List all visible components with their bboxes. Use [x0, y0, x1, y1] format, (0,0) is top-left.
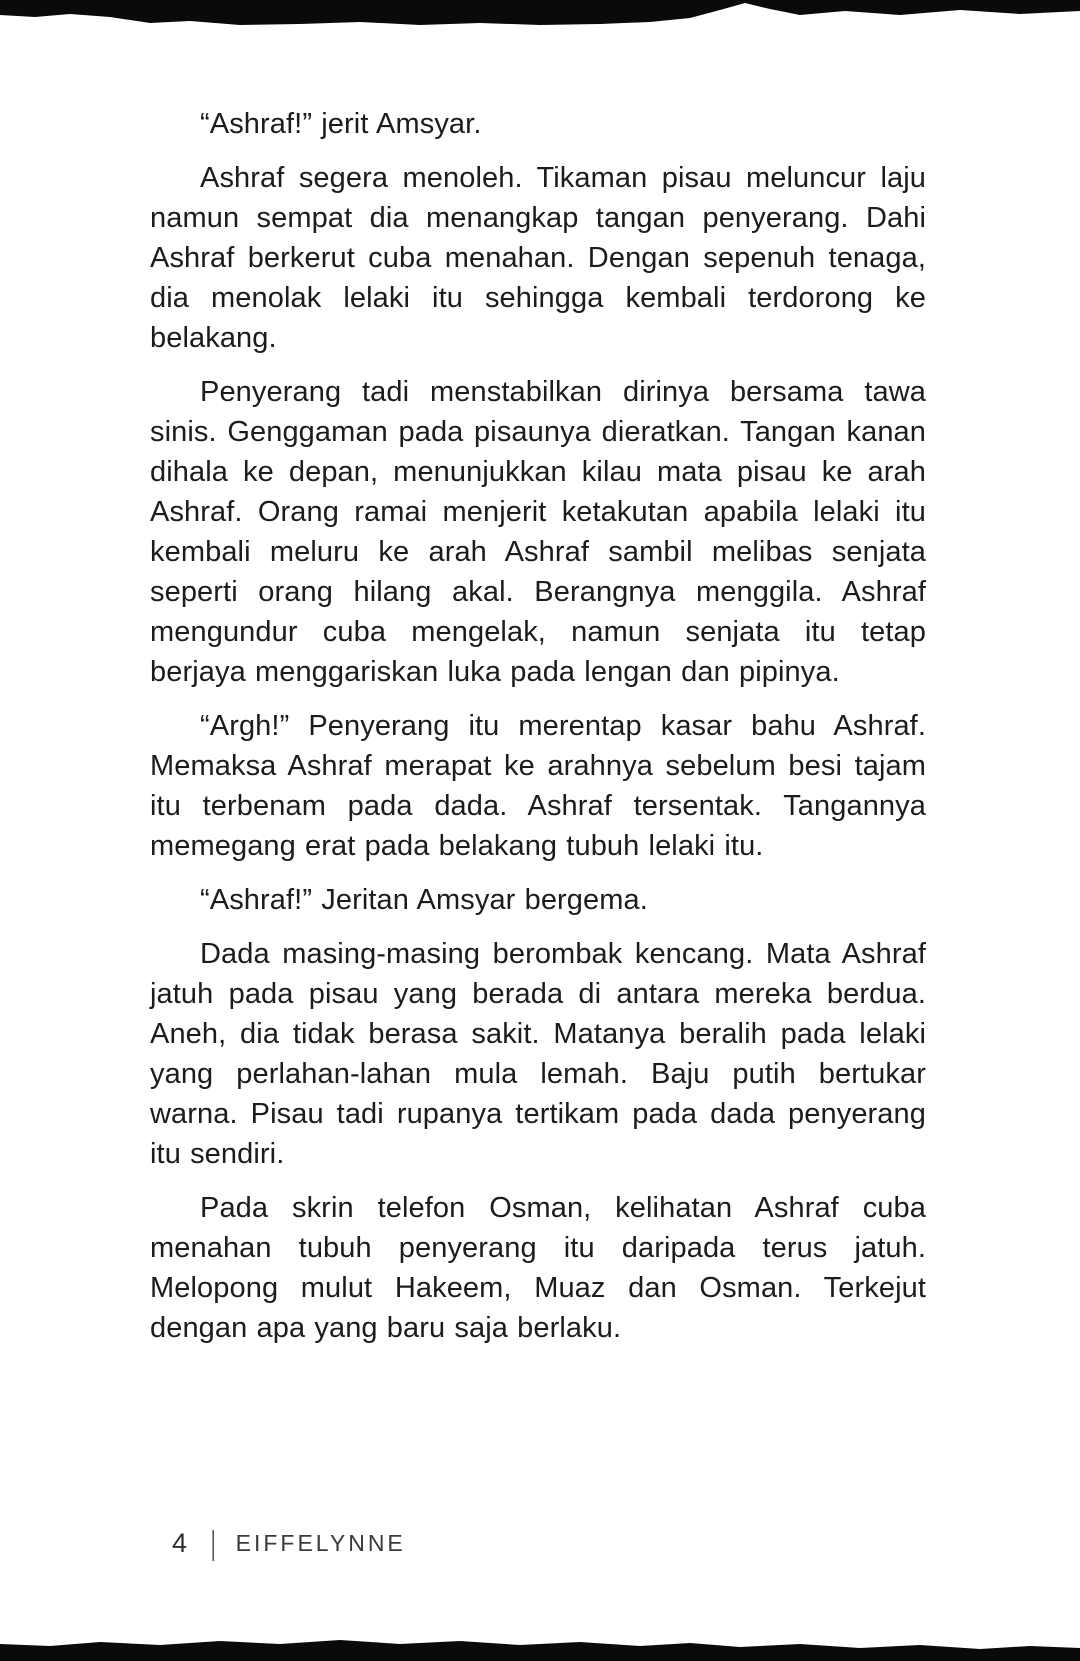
scan-edge-bottom-shape: [0, 1640, 1080, 1661]
book-title: EIFFELYNNE: [235, 1529, 406, 1556]
paragraph-5: “Ashraf!” Jeritan Amsyar bergema.: [200, 884, 648, 916]
page-footer: [172, 1524, 406, 1562]
paragraph-4: “Argh!” Penyerang itu merentap kasar bahu Ashraf. Memaksa Ashraf merapat ke arahnya sebelum besi tajam itu terbenam pada dada. Ashraf tersentak. Tangannya memegang erat pada belakang tubuh lelaki itu.: [150, 710, 926, 862]
footer-divider: |: [210, 1524, 216, 1561]
paragraph-6: Dada masing-masing berombak kencang. Mata Ashraf jatuh pada pisau yang berada di antara mereka berdua. Aneh, dia tidak berasa sakit. Matanya beralih pada lelaki yang perlahan-lahan mula lemah. Baju putih bertukar warna. Pisau tadi rupanya tertikam pada dada penyerang itu sendiri.: [150, 938, 926, 1170]
paragraph-7: Pada skrin telefon Osman, kelihatan Ashraf cuba menahan tubuh penyerang itu daripada terus jatuh. Melopong mulut Hakeem, Muaz dan Osman. Terkejut dengan apa yang baru saja berlaku.: [150, 1192, 926, 1344]
paragraph-1: “Ashraf!” jerit Amsyar.: [200, 108, 482, 140]
page-number: 4: [172, 1527, 188, 1558]
scan-edge-top: [0, 0, 1080, 30]
body-text: [150, 104, 926, 1362]
paragraph-3: Penyerang tadi menstabilkan dirinya bersama tawa sinis. Genggaman pada pisaunya dieratkan. Tangan kanan dihala ke depan, menunjukkan kilau mata pisau ke arah Ashraf. Orang ramai menjerit ketakutan apabila lelaki itu kembali meluru ke arah Ashraf sambil melibas senjata seperti orang hilang akal. Berangnya menggila. Ashraf mengundur cuba mengelak, namun senjata itu tetap berjaya menggariskan luka pada lengan dan pipinya.: [150, 376, 926, 688]
paragraph-2: Ashraf segera menoleh. Tikaman pisau meluncur laju namun sempat dia menangkap tangan penyerang. Dahi Ashraf berkerut cuba menahan. Dengan sepenuh tenaga, dia menolak lelaki itu sehingga kembali terdorong ke belakang.: [150, 162, 926, 354]
scan-edge-bottom: [0, 1635, 1080, 1661]
scan-edge-top-shape: [0, 0, 1080, 25]
